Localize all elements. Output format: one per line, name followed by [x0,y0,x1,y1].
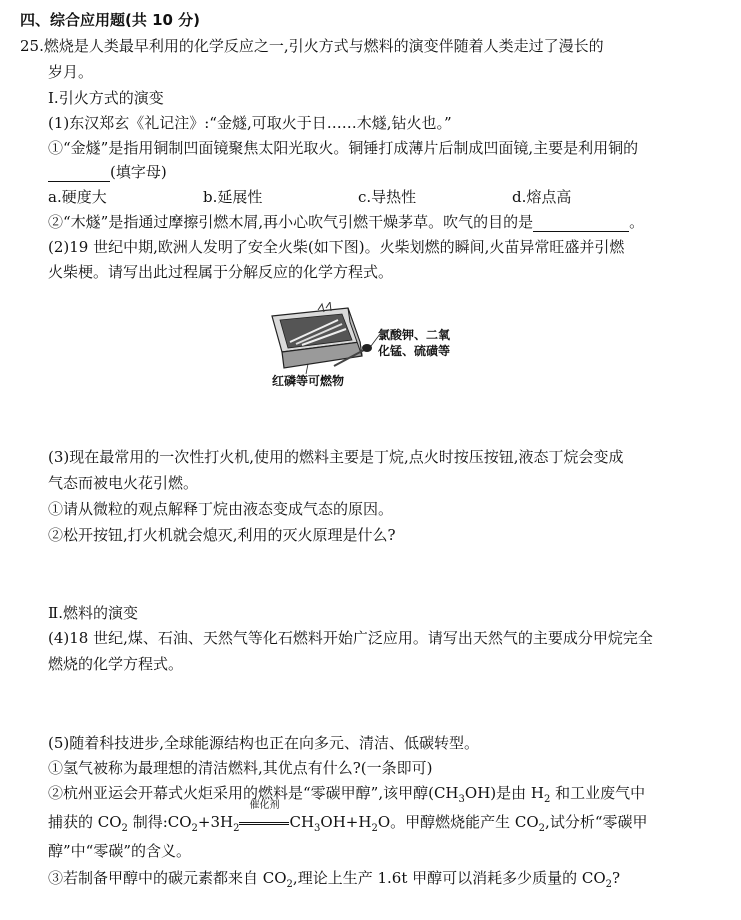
q2-line-1: (2)19 世纪中期,欧洲人发明了安全火柴(如下图)。火柴划燃的瞬间,火苗异常旺盛并引燃 [48,238,625,256]
q5-a: ①氢气被称为最理想的清洁燃料,其优点有什么?(一条即可) [48,759,433,777]
part1-title: Ⅰ.引火方式的演变 [48,89,164,107]
q3-line-2: 气态而被电火花引燃。 [48,474,199,492]
q3-line-1: (3)现在最常用的一次性打火机,使用的燃料主要是丁烷,点火时按压按钮,液态丁烷会变成 [48,448,624,466]
answer-blank[interactable] [48,165,110,182]
option-c: c.导热性 [358,188,417,206]
q5-b-line-1: ②杭州亚运会开幕式火炬采用的燃料是“零碳甲醇”,该甲醇$(CH_3OH)$是由 $H_2$ 和工业废气中 [48,784,646,805]
q4-line-2: 燃烧的化学方程式。 [48,655,184,673]
section-heading: 四、综合应用题(共 10 分) [20,11,201,29]
striking-surface-label: 红磷等可燃物 [272,374,345,388]
q5-line-1: (5)随着科技进步,全球能源结构也正在向多元、清洁、低碳转型。 [48,734,480,752]
q4-line-1: (4)18 世纪,煤、石油、天然气等化石燃料开始广泛应用。请写出天然气的主要成分甲烷完全 [48,629,653,647]
q3-a: ①请从微粒的观点解释丁烷由液态变成气态的原因。 [48,500,394,518]
part2-title: Ⅱ.燃料的演变 [48,604,138,622]
match-head-label-line-1: 氯酸钾、二氧 [378,328,451,342]
q5-c: ③若制备甲醇中的碳元素都来自 $CO_2$,理论上生产 1.6t 甲醇可以消耗多少质量的 $CO_2$? [48,869,621,890]
match-head-label-line-2: 化锰、硫磺等 [378,344,451,358]
question-intro-line-2: 岁月。 [48,63,94,81]
q5-b-line-3: 醇”中“零碳”的含义。 [48,842,192,860]
q5-b-line-2-equation: 捕获的 $CO_2$ 制得$:CO_2+3H_2$ 催化剂 $CH_3OH+H_2O$。甲醇燃烧能产生 $CO_2$,试分析“零碳甲 [48,800,648,834]
question-intro-line-1: 25.燃烧是人类最早利用的化学反应之一,引火方式与燃料的演变伴随着人类走过了漫长的 [20,37,604,55]
answer-blank[interactable] [533,215,629,232]
q1-a-line-2: (填字母) [48,162,167,182]
option-d: d.熔点高 [512,188,572,206]
option-a: a.硬度大 [48,188,107,206]
question-number: 25. [20,37,44,55]
safety-match-figure [268,302,468,394]
q1-a-line-1: ①“金燧”是指用铜制凹面镜聚焦太阳光取火。铜锤打成薄片后制成凹面镜,主要是利用铜的 [48,139,639,157]
option-b: b.延展性 [203,188,263,206]
q1-b: ②“木燧”是指通过摩擦引燃木屑,再小心吹气引燃干燥茅草。吹气的目的是 。 [48,213,645,231]
q1-text: (1)东汉郑玄《礼记注》:“金燧,可取火于日……木燧,钻火也。” [48,114,452,132]
catalyst-arrow: 催化剂 [239,812,289,832]
q3-b: ②松开按钮,打火机就会熄灭,利用的灭火原理是什么? [48,526,396,544]
q2-line-2: 火柴梗。请写出此过程属于分解反应的化学方程式。 [48,263,394,281]
